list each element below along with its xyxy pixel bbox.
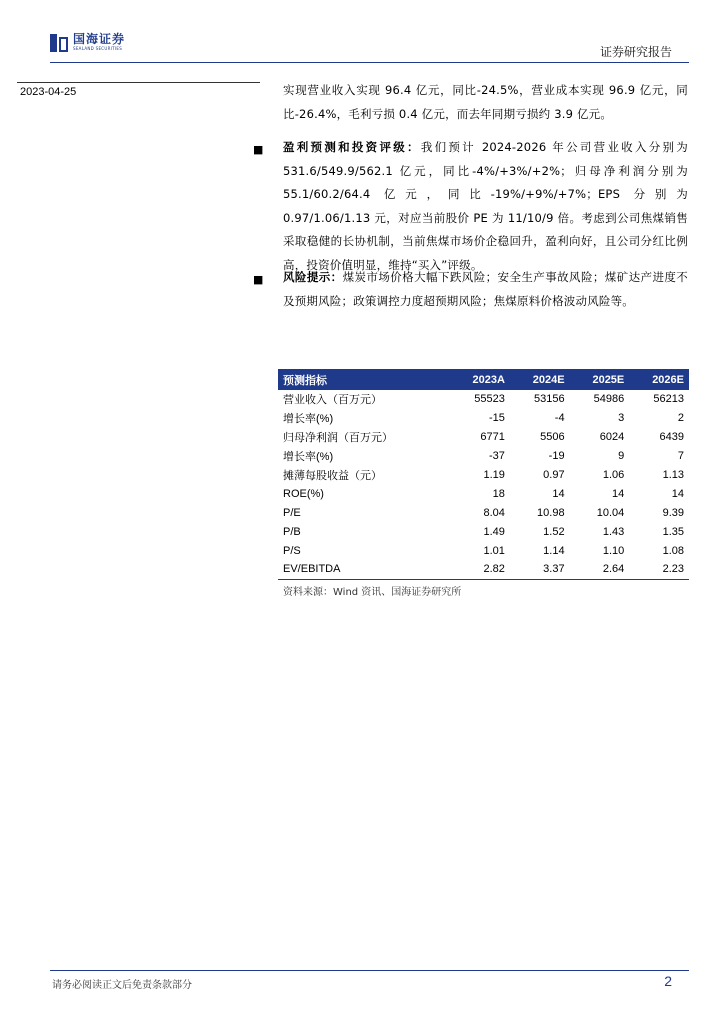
table-cell: 3 bbox=[618, 412, 625, 425]
table-cell: 1.01 bbox=[483, 544, 505, 557]
table-header-cell: 2023A bbox=[449, 369, 510, 390]
table-cell: 2.23 bbox=[629, 560, 689, 579]
forecast-text: 我们预计 2024-2026 年公司营业收入分别为 531.6/549.9/562.1 亿元，同比-4%/+3%/+2%；归母净利润分别为 55.1/60.2/64.4 亿元，同比-19%/+9%/+7%；EPS 分别为 0.97/1.06/1.13 元，对应当前股价 PE 为 11/10/9 倍。考虑到公司焦煤销售采取稳健的长协机制，当前焦煤市场价企稳回升，盈利向好，且公司分红比例高，投资价值明显，维持“买入”评级。 bbox=[283, 140, 689, 272]
table-cell: 5506 bbox=[540, 431, 565, 444]
forecast-title: 盈利预测和投资评级： bbox=[283, 140, 421, 154]
table-cell: -37 bbox=[488, 450, 505, 463]
table-row-label: P/E bbox=[283, 506, 301, 519]
table-row-label: 归母净利润（百万元） bbox=[283, 432, 393, 445]
table-cell: 55523 bbox=[474, 393, 505, 406]
bullet-icon: ■ bbox=[253, 273, 264, 286]
table-cell: 14 bbox=[612, 487, 625, 500]
table-row bbox=[278, 428, 689, 447]
date-divider bbox=[17, 82, 260, 83]
footer-disclaimer: 请务必阅读正文后免责条款部分 bbox=[52, 980, 192, 991]
table-cell: 0.97 bbox=[543, 469, 565, 481]
logo-mark-icon bbox=[50, 34, 68, 52]
table-cell: 53156 bbox=[533, 393, 565, 406]
table-cell: 1.06 bbox=[602, 469, 625, 481]
table-row-label: 摊薄每股收益（元） bbox=[283, 470, 382, 482]
table-cell: 3.37 bbox=[510, 560, 570, 579]
table-cell: 1.08 bbox=[662, 544, 684, 557]
report-date: 2023-04-25 bbox=[20, 86, 77, 98]
table-cell: -15 bbox=[488, 412, 505, 425]
table-cell: -19 bbox=[548, 450, 565, 463]
table-cell: 56213 bbox=[653, 393, 684, 406]
table-row-label: 营业收入（百万元） bbox=[283, 394, 382, 407]
forecast-table bbox=[278, 369, 689, 580]
bullet-icon: ■ bbox=[253, 143, 264, 156]
table-cell: 6771 bbox=[480, 431, 505, 444]
table-cell: 10.04 bbox=[596, 506, 625, 519]
page-number: 2 bbox=[664, 973, 672, 989]
table-cell: 2 bbox=[677, 412, 684, 425]
table-cell: 1.19 bbox=[483, 469, 505, 481]
table-cell: 1.10 bbox=[602, 544, 625, 557]
table-row-label: 增长率(%) bbox=[283, 451, 334, 464]
table-row-label: EV/EBITDA bbox=[278, 560, 449, 579]
header-divider bbox=[50, 62, 689, 63]
table-cell: 7 bbox=[677, 450, 684, 463]
table-row bbox=[278, 390, 689, 409]
table-cell: 6439 bbox=[659, 431, 684, 444]
table-cell: 1.35 bbox=[662, 525, 684, 538]
table-row-label: 增长率(%) bbox=[283, 413, 334, 426]
table-row bbox=[278, 484, 689, 503]
table-row-label: P/S bbox=[283, 544, 301, 557]
table-cell: 14 bbox=[671, 487, 684, 500]
table-row bbox=[278, 560, 689, 579]
table-row-label: ROE(%) bbox=[283, 487, 324, 500]
table-row bbox=[278, 503, 689, 522]
table-cell: 1.13 bbox=[662, 469, 684, 481]
table-row bbox=[278, 466, 689, 485]
table-cell: 2.64 bbox=[570, 560, 630, 579]
table-header-cell: 预测指标 bbox=[278, 369, 449, 390]
table-row bbox=[278, 541, 689, 560]
table-cell: 18 bbox=[492, 487, 505, 500]
table-cell: 1.14 bbox=[543, 544, 565, 557]
table-cell: 10.98 bbox=[537, 506, 565, 519]
table-cell: 8.04 bbox=[483, 506, 505, 519]
risk-text: 煤炭市场价格大幅下跌风险；安全生产事故风险；煤矿达产进度不及预期风险；政策调控力度超预期风险；焦煤原料价格波动风险等。 bbox=[283, 270, 689, 308]
paragraph-forecast bbox=[283, 136, 688, 277]
paragraph-revenue: 实现营业收入实现 96.4 亿元，同比-24.5%，营业成本实现 96.9 亿元，同比-26.4%，毛利亏损 0.4 亿元，而去年同期亏损约 3.9 亿元。 bbox=[283, 83, 688, 121]
table-header-cell: 2024E bbox=[510, 369, 570, 390]
table-cell: 1.43 bbox=[602, 525, 625, 538]
company-logo bbox=[50, 33, 125, 52]
table-header-cell: 2026E bbox=[629, 369, 689, 390]
table-cell: 2.82 bbox=[449, 560, 510, 579]
footer-divider bbox=[50, 970, 689, 971]
table-row bbox=[278, 409, 689, 428]
table-cell: 1.49 bbox=[483, 525, 505, 538]
table-source: 资料来源：Wind 资讯、国海证券研究所 bbox=[283, 587, 462, 598]
table-cell: 6024 bbox=[599, 431, 625, 444]
table-cell: 9 bbox=[618, 450, 625, 463]
table-row bbox=[278, 447, 689, 466]
table-header-cell: 2025E bbox=[570, 369, 630, 390]
table-cell: 1.52 bbox=[543, 525, 565, 538]
table-header-row bbox=[278, 369, 689, 390]
table-cell: -4 bbox=[554, 412, 565, 425]
logo-text-cn: 国海证券 bbox=[73, 32, 126, 46]
table-cell: 9.39 bbox=[662, 506, 684, 519]
paragraph-risk bbox=[283, 266, 688, 313]
table-row-label: P/B bbox=[283, 525, 301, 538]
report-type: 证券研究报告 bbox=[599, 45, 672, 59]
table-cell: 54986 bbox=[593, 393, 625, 406]
risk-title: 风险提示： bbox=[283, 270, 343, 284]
table-row bbox=[278, 522, 689, 541]
table-cell: 14 bbox=[552, 487, 565, 500]
logo-text-en: SEALAND SECURITIES bbox=[73, 46, 123, 51]
